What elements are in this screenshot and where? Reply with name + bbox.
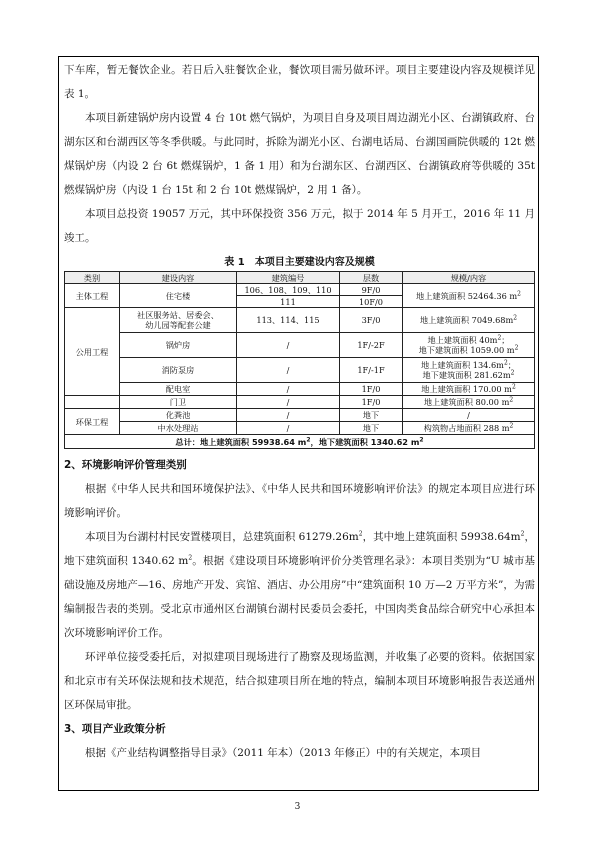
superscript: 2 xyxy=(510,369,515,377)
cell-building-no: / xyxy=(237,409,340,422)
paragraph-boiler: 本项目新建锅炉房内设置 4 台 10t 燃气锅炉，为项目自身及项目周边湖光小区、台湖镇政府、台湖东区和台湖西区等冬季供暖。与此同时，拆除为湖光小区、台湖电话局、台湖国画院供暖的 12t 燃煤锅炉房（内设 2 台 6t 燃煤锅炉，1 备 1 用）和为台湖东区、台湖西区、台湖镇政府等供暖的 35t 燃煤锅炉房（内设 1 台 15t 和 2 台 10t 燃煤锅炉，2 用 1 备）。 xyxy=(64,112,535,196)
scale-text: 构筑物占地面积 288 m xyxy=(423,423,510,433)
superscript: 2 xyxy=(511,383,516,391)
cell-scale: / xyxy=(403,409,535,422)
table-header-row xyxy=(65,272,535,284)
cell-floors: 1F/-2F xyxy=(340,333,403,358)
group-main: 主体工程 xyxy=(65,284,120,308)
scale-text: 地上建筑面积 134.6m xyxy=(421,360,504,370)
group-env: 环保工程 xyxy=(65,409,120,435)
group-public: 公用工程 xyxy=(65,308,120,396)
scale-text: 地上建筑面积 7049.68m xyxy=(419,315,514,325)
superscript: 2 xyxy=(513,314,518,322)
cell-scale xyxy=(403,308,535,333)
table-row xyxy=(65,409,535,422)
section-heading-industry-policy: 3、项目产业政策分析 xyxy=(64,723,166,735)
scale-text: 地下建筑面积 281.62m xyxy=(422,370,511,380)
superscript: 2 xyxy=(509,396,514,404)
cell-floors: 3F/0 xyxy=(340,308,403,333)
paragraph-survey: 环评单位接受委托后，对拟建项目现场进行了勘察及现场监测，并收集了必要的资料。依据国家和北京市有关环保法规和技术规范，结合拟建项目所在地的特点，编制本项目环境影响报告表送通州区环保局审批。 xyxy=(64,651,535,711)
cell-content: 门卫 xyxy=(120,396,237,409)
page-number: 3 xyxy=(294,802,301,812)
group-public-tail xyxy=(65,396,120,409)
header-scale: 规模/内容 xyxy=(403,272,535,284)
table-row xyxy=(65,396,535,409)
cell-building-no: 111 xyxy=(237,296,340,308)
cell-building-no: 106、108、109、110 xyxy=(237,284,340,296)
total-text: ，地下建筑面积 1340.62 m xyxy=(310,436,420,447)
construction-table xyxy=(64,271,535,449)
cell-floors: 9F/0 xyxy=(340,284,403,296)
cell-scale xyxy=(403,422,535,435)
header-content: 建设内容 xyxy=(120,272,237,284)
scale-text: 地上建筑面积 80.00 m xyxy=(423,397,510,407)
scale-text: 地上建筑面积 40m xyxy=(427,335,498,345)
cell-scale xyxy=(403,396,535,409)
cell-content: 住宅楼 xyxy=(120,284,237,308)
cell-content: 社区服务站、居委会、幼儿园等配套公建 xyxy=(120,308,237,333)
cell-building-no: / xyxy=(237,358,340,383)
paragraph-policy: 根据《产业结构调整指导目录》（2011 年本）（2013 年修正）中的有关规定，本项目 xyxy=(85,747,482,759)
header-floors: 层数 xyxy=(340,272,403,284)
text-run: ，其中地上建筑面积 59938.64m xyxy=(362,531,521,543)
cell-building-no: / xyxy=(237,383,340,396)
cell-content: 锅炉房 xyxy=(120,333,237,358)
table-row xyxy=(65,422,535,435)
table-caption: 表 1 本项目主要建设内容及规模 xyxy=(224,257,375,268)
scale-text: 地上建筑面积 52464.36 m xyxy=(416,290,518,301)
scale-text: ； xyxy=(507,360,516,370)
cell-content: 配电室 xyxy=(120,383,237,396)
cell-floors: 地下 xyxy=(340,422,403,435)
superscript: 2 xyxy=(503,359,508,367)
superscript: 2 xyxy=(520,530,525,538)
cell-scale xyxy=(403,284,535,308)
text-run: ，地下建筑面积 1340.62 m xyxy=(64,531,535,567)
cell-scale xyxy=(403,333,535,358)
cell-floors: 1F/0 xyxy=(340,383,403,396)
scale-text: ； xyxy=(501,335,510,345)
table-total-row xyxy=(65,435,535,449)
cell-building-no: / xyxy=(237,333,340,358)
superscript: 2 xyxy=(517,289,521,297)
superscript: 2 xyxy=(358,530,363,538)
superscript: 2 xyxy=(306,435,311,443)
cell-floors: 1F/-1F xyxy=(340,358,403,383)
cell-content: 化粪池 xyxy=(120,409,237,422)
paragraph-intro: 下车库，暂无餐饮企业。若日后入驻餐饮企业，餐饮项目需另做环评。项目主要建设内容及规模详见表 1。 xyxy=(64,64,535,100)
section-heading-eia-category: 2、环境影响评价管理类别 xyxy=(64,459,187,471)
cell-floors: 1F/0 xyxy=(340,396,403,409)
cell-building-no: / xyxy=(237,396,340,409)
superscript: 2 xyxy=(188,554,193,562)
total-text: 总计：地上建筑面积 59938.64 m xyxy=(175,436,307,447)
cell-content: 消防泵房 xyxy=(120,358,237,383)
text-run: 。根据《建设项目环境影响评价分类管理名录》：本项目类别为“U 城市基础设施及房地产—16、房地产开发、宾馆、酒店、办公用房”中“建筑面积 10 万—2 万平方米”，为需编制报告表的类别。受北京市通州区台湖镇台湖村民委员会委托，中国肉类食品综合研究中心承担本次环境影响评价工作。 xyxy=(64,555,535,639)
superscript: 2 xyxy=(514,344,519,352)
text-run: 本项目为台湖村村民安置楼项目，总建筑面积 61279.26m xyxy=(85,531,359,543)
paragraph-area xyxy=(64,525,535,645)
cell-building-no: 113、114、115 xyxy=(237,308,340,333)
scale-text: 地上建筑面积 170.00 m xyxy=(421,384,512,394)
cell-building-no: / xyxy=(237,422,340,435)
cell-scale xyxy=(403,383,535,396)
scale-text: 地下建筑面积 1059.00 m xyxy=(418,345,515,355)
paragraph-law: 根据《中华人民共和国环境保护法》、《中华人民共和国环境影响评价法》的规定本项目应进行环境影响评价。 xyxy=(64,483,535,519)
superscript: 2 xyxy=(419,435,424,443)
header-building-no: 建筑编号 xyxy=(237,272,340,284)
header-category: 类别 xyxy=(65,272,120,284)
superscript: 2 xyxy=(509,422,514,430)
table-row xyxy=(65,383,535,396)
paragraph-investment: 本项目总投资 19057 万元，其中环保投资 356 万元，拟于 2014 年 5 月开工，2016 年 11 月竣工。 xyxy=(64,208,535,244)
table-row xyxy=(65,308,535,333)
table-row xyxy=(65,358,535,383)
cell-floors: 10F/0 xyxy=(340,296,403,308)
cell-content: 中水处理站 xyxy=(120,422,237,435)
superscript: 2 xyxy=(497,334,502,342)
total-cell xyxy=(65,435,535,449)
table-row xyxy=(65,333,535,358)
cell-scale xyxy=(403,358,535,383)
document-body xyxy=(64,58,535,765)
table-row xyxy=(65,284,535,296)
cell-floors: 地下 xyxy=(340,409,403,422)
